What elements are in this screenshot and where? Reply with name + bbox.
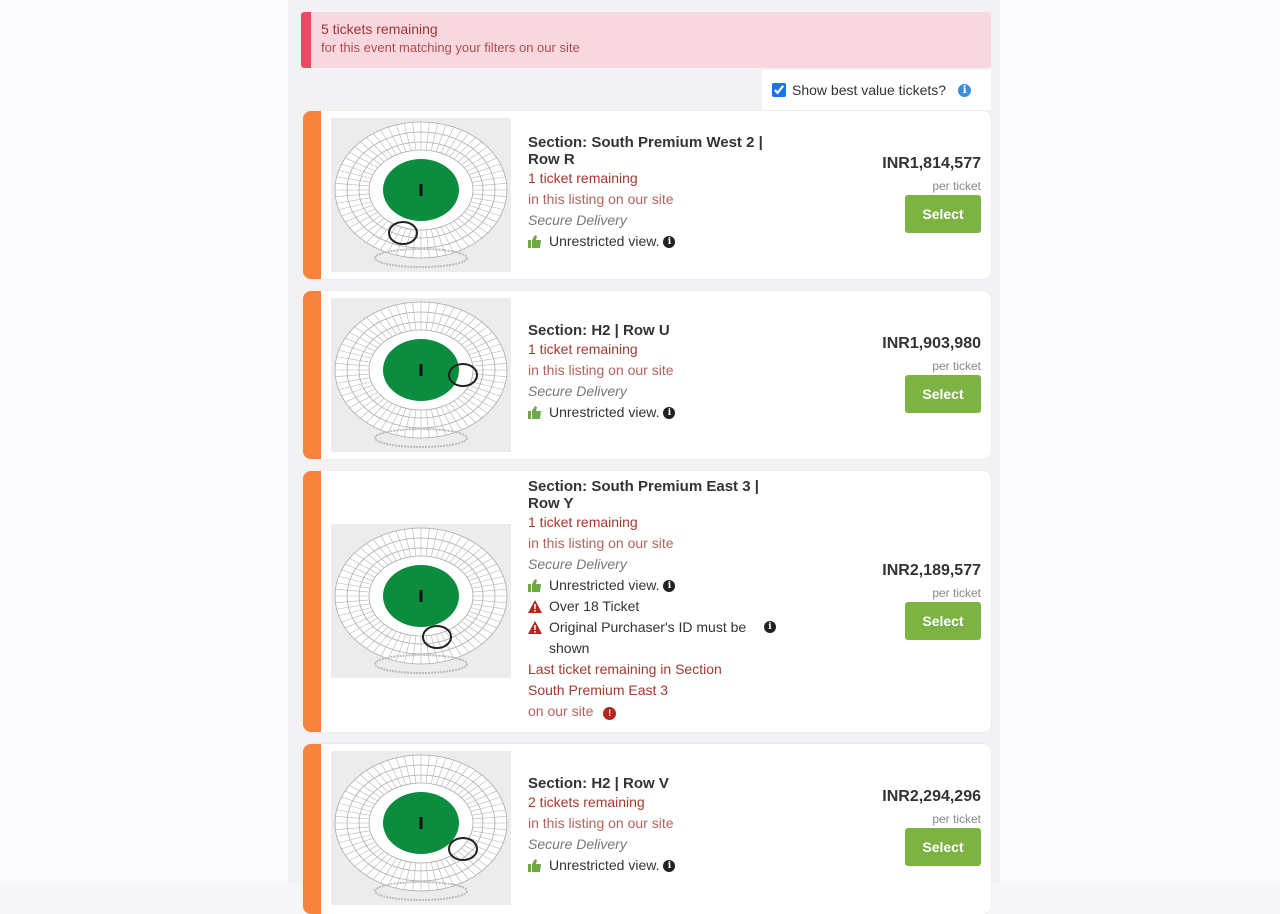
- thumbs-up-icon: [528, 859, 542, 872]
- ticket-listing: [303, 291, 991, 459]
- section-title: Section: South Premium East 3 | Row Y: [528, 478, 759, 512]
- tickets-remaining: 2 tickets remaining: [528, 794, 645, 810]
- price: INR2,189,577: [882, 562, 981, 579]
- delivery-text: Secure Delivery: [528, 836, 627, 852]
- thumbs-up-icon: [528, 406, 542, 419]
- info-icon[interactable]: i: [764, 621, 776, 633]
- info-icon[interactable]: i: [663, 407, 675, 419]
- tickets-remaining: 1 ticket remaining: [528, 170, 638, 186]
- select-button[interactable]: Select: [905, 602, 981, 640]
- info-icon[interactable]: i: [663, 580, 675, 592]
- tickets-remaining-alert: [301, 12, 991, 68]
- select-button[interactable]: Select: [905, 375, 981, 413]
- view-label: Unrestricted view.: [549, 404, 660, 420]
- page-margin-left: [0, 0, 288, 883]
- tickets-remaining: 1 ticket remaining: [528, 341, 638, 357]
- last-ticket-notice: Last ticket remaining in Section South Premium East 3: [528, 661, 722, 698]
- stadium-map: [331, 524, 511, 678]
- listing-details: [528, 775, 788, 876]
- price-block: [841, 788, 981, 866]
- in-listing-text: in this listing on our site: [528, 815, 674, 831]
- info-icon[interactable]: i: [663, 236, 675, 248]
- unrestricted-view: [528, 402, 788, 423]
- in-listing-text: in this listing on our site: [528, 191, 674, 207]
- on-our-site-line: [528, 701, 783, 722]
- restriction-over-18: [528, 596, 783, 617]
- unrestricted-view: [528, 855, 788, 876]
- alert-title: 5 tickets remaining: [321, 21, 438, 37]
- per-ticket-label: per ticket: [932, 812, 981, 826]
- price: INR2,294,296: [882, 788, 981, 805]
- in-listing-text: in this listing on our site: [528, 362, 674, 378]
- stadium-map-icon: [331, 298, 511, 452]
- section-title: Section: H2 | Row V: [528, 775, 669, 792]
- ticket-listing: [303, 744, 991, 914]
- ticket-listing: [303, 471, 991, 732]
- view-label: Unrestricted view.: [549, 233, 660, 249]
- tickets-remaining: 1 ticket remaining: [528, 514, 638, 530]
- delivery-text: Secure Delivery: [528, 556, 627, 572]
- view-label: Unrestricted view.: [549, 577, 660, 593]
- warning-icon: [528, 621, 542, 634]
- listing-details: [528, 134, 788, 252]
- per-ticket-label: per ticket: [932, 359, 981, 373]
- stadium-map: [331, 751, 511, 905]
- per-ticket-label: per ticket: [932, 179, 981, 193]
- info-icon[interactable]: i: [663, 860, 675, 872]
- stadium-map-icon: [331, 751, 511, 905]
- section-title: Section: H2 | Row U: [528, 322, 670, 339]
- best-value-checkbox[interactable]: [772, 83, 786, 97]
- price-block: [841, 335, 981, 413]
- section-title: Section: South Premium West 2 | Row R: [528, 134, 763, 168]
- stadium-map-icon: [331, 118, 511, 272]
- page-margin-right: [1000, 0, 1280, 883]
- on-site-text: on our site: [528, 703, 594, 719]
- price-block: [841, 562, 981, 640]
- price-block: [841, 155, 981, 233]
- delivery-text: Secure Delivery: [528, 212, 627, 228]
- delivery-text: Secure Delivery: [528, 383, 627, 399]
- select-button[interactable]: Select: [905, 828, 981, 866]
- select-button[interactable]: Select: [905, 195, 981, 233]
- in-listing-text: in this listing on our site: [528, 535, 674, 551]
- thumbs-up-icon: [528, 235, 542, 248]
- info-icon[interactable]: !: [603, 707, 616, 720]
- warning-icon: [528, 600, 542, 613]
- info-icon[interactable]: i: [958, 84, 971, 97]
- listing-details: [528, 478, 783, 722]
- thumbs-up-icon: [528, 579, 542, 592]
- restriction-label: Original Purchaser's ID must be shown: [549, 619, 747, 656]
- stadium-map: [331, 298, 511, 452]
- stadium-map-icon: [331, 524, 511, 678]
- restriction-label: Over 18 Ticket: [549, 598, 640, 614]
- price: INR1,903,980: [882, 335, 981, 352]
- listing-details: [528, 322, 788, 423]
- restriction-id-required: [528, 617, 783, 659]
- best-value-filter: [762, 70, 991, 110]
- alert-subtitle: for this event matching your filters on our site: [321, 40, 580, 55]
- unrestricted-view: [528, 231, 788, 252]
- unrestricted-view: [528, 575, 783, 596]
- per-ticket-label: per ticket: [932, 586, 981, 600]
- ticket-listing: [303, 111, 991, 279]
- view-label: Unrestricted view.: [549, 857, 660, 873]
- stadium-map: [331, 118, 511, 272]
- best-value-label[interactable]: Show best value tickets?: [792, 82, 947, 98]
- price: INR1,814,577: [882, 155, 981, 172]
